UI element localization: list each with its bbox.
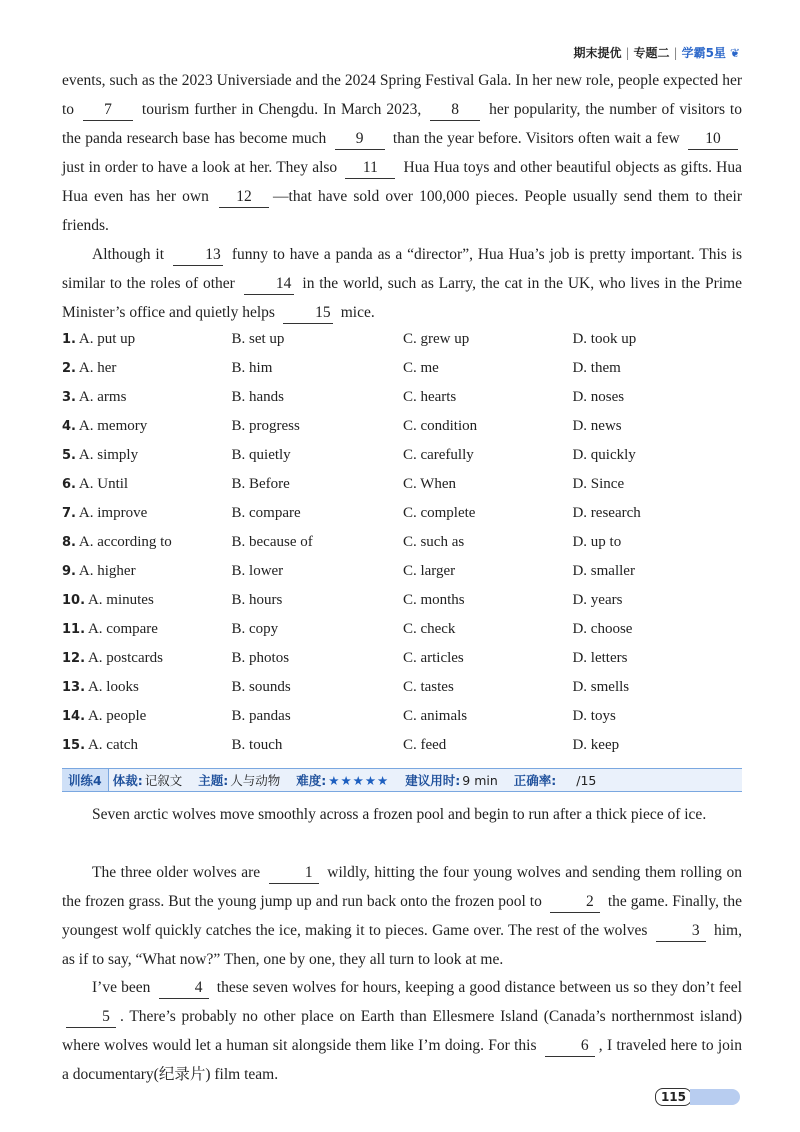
passage-text: Although it: [92, 246, 169, 263]
question-row: [62, 673, 742, 702]
answer-blank: 11: [345, 158, 395, 179]
question-row: [62, 325, 742, 354]
option-text: D. years: [572, 592, 623, 608]
passage-text: in the world, such as Larry, the cat in the UK, who lives in the Prime Minister’s office and quietly helps: [62, 275, 742, 321]
option-text: A. improve: [78, 505, 148, 521]
passage-text: —that have sold over 100,000 pieces. People usually send them to their friends.: [62, 188, 743, 234]
option-text: D. them: [572, 360, 621, 376]
options-list: [62, 325, 742, 760]
question-number: 1.: [62, 332, 76, 347]
option-b: [232, 389, 403, 406]
option-b: [232, 476, 403, 493]
option-text: A. according to: [78, 534, 172, 550]
training-info-bar: [62, 768, 742, 792]
passage-text: the game. Finally, the youngest wolf quickly catches the ice, making it to pieces. Game over. The rest of the wolves: [62, 893, 742, 939]
option-b: [232, 621, 403, 638]
question-number: 8.: [62, 535, 76, 550]
option-a: [62, 505, 232, 522]
option-b: [232, 418, 403, 435]
option-text: B. set up: [231, 331, 285, 347]
option-text: D. Since: [572, 476, 625, 492]
option-text: A. simply: [78, 447, 139, 463]
page-number: [655, 1088, 740, 1106]
question-row: [62, 586, 742, 615]
option-c: [403, 476, 573, 493]
option-c: [403, 418, 573, 435]
option-c: [403, 737, 573, 754]
question-number: 4.: [62, 419, 76, 434]
question-number: 13.: [62, 680, 86, 695]
passage-text: her popularity, the number of visitors to the panda research base has become much: [62, 101, 742, 147]
option-text: B. because of: [231, 534, 313, 550]
option-b: [232, 650, 403, 667]
option-text: D. smells: [572, 679, 630, 695]
option-text: A. looks: [87, 679, 139, 695]
page-number-label: 115: [655, 1088, 692, 1106]
option-text: C. tastes: [402, 679, 454, 695]
option-text: C. feed: [402, 737, 447, 753]
option-b: [232, 563, 403, 580]
option-text: B. compare: [231, 505, 301, 521]
option-a: [62, 563, 232, 580]
question-number: 15.: [62, 738, 86, 753]
question-number: 9.: [62, 564, 76, 579]
page-header: [573, 44, 740, 61]
question-number: 3.: [62, 390, 76, 405]
answer-blank: 5: [66, 1007, 116, 1028]
question-row: [62, 499, 742, 528]
option-text: C. complete: [402, 505, 476, 521]
option-a: [62, 737, 232, 754]
option-text: C. condition: [402, 418, 478, 434]
option-text: B. sounds: [231, 679, 291, 695]
option-text: C. animals: [402, 708, 468, 724]
option-a: [62, 708, 232, 725]
option-text: B. progress: [231, 418, 300, 434]
option-b: [232, 505, 403, 522]
option-text: C. check: [402, 621, 456, 637]
theme-value: 人与动物: [230, 773, 281, 788]
answer-blank: 10: [688, 129, 738, 150]
question-row: [62, 702, 742, 731]
option-d: [572, 737, 742, 754]
time-label: 建议用时:: [405, 773, 461, 788]
question-number: 2.: [62, 361, 76, 376]
option-d: [572, 621, 742, 638]
option-b: [232, 331, 403, 348]
passage-text: than the year before. Visitors often wait a few: [388, 130, 684, 147]
question-row: [62, 412, 742, 441]
passage-text: events, such as the 2023 Universiade and the 2024 Spring Festival Gala. In her new role, people expected her to: [62, 72, 742, 118]
accuracy-label: 正确率:: [513, 773, 557, 788]
option-text: D. up to: [572, 534, 622, 550]
option-a: [62, 534, 232, 551]
answer-blank: 1: [269, 863, 319, 884]
passage-text: mice.: [336, 304, 375, 321]
option-text: B. pandas: [231, 708, 291, 724]
question-row: [62, 615, 742, 644]
passage-text: funny to have a panda as a “director”, Hua Hua’s job is pretty important. This is similar to the roles of other: [62, 246, 743, 292]
option-c: [403, 534, 573, 551]
accuracy-value: /15: [576, 772, 597, 788]
passage-text: wildly, hitting the four young wolves and sending them rolling on the frozen grass. But the young jump up and run back onto the frozen pool to: [62, 864, 742, 910]
passage-text: tourism further in Chengdu. In March 2023,: [137, 101, 427, 118]
option-d: [572, 708, 742, 725]
question-number: 10.: [62, 593, 86, 608]
option-a: [62, 679, 232, 696]
option-text: A. her: [78, 360, 117, 376]
training-tag: 训练4: [62, 769, 109, 791]
option-text: C. grew up: [402, 331, 470, 347]
option-text: B. hands: [231, 389, 285, 405]
header-section: 期末提优: [573, 46, 622, 60]
option-c: [403, 563, 573, 580]
option-text: D. letters: [572, 650, 628, 666]
question-row: [62, 731, 742, 760]
option-text: B. hours: [231, 592, 283, 608]
passage2-paragraph1: [62, 800, 742, 829]
option-text: A. minutes: [87, 592, 154, 608]
option-d: [572, 447, 742, 464]
option-c: [403, 360, 573, 377]
answer-blank: 2: [550, 892, 600, 913]
genre-label: 体裁:: [112, 773, 143, 788]
option-text: A. postcards: [87, 650, 163, 666]
passage2-paragraph3: [62, 973, 742, 1089]
option-c: [403, 679, 573, 696]
question-number: 7.: [62, 506, 76, 521]
brand-name: 学霸5星: [681, 46, 726, 60]
option-text: B. Before: [231, 476, 290, 492]
option-text: D. noses: [572, 389, 625, 405]
option-text: C. larger: [402, 563, 456, 579]
difficulty-label: 难度:: [296, 773, 327, 788]
option-text: B. touch: [231, 737, 283, 753]
option-d: [572, 534, 742, 551]
option-text: C. months: [402, 592, 465, 608]
option-text: B. him: [231, 360, 273, 376]
option-a: [62, 592, 232, 609]
option-a: [62, 476, 232, 493]
option-b: [232, 592, 403, 609]
option-text: D. quickly: [572, 447, 636, 463]
option-text: D. keep: [572, 737, 620, 753]
option-text: D. took up: [572, 331, 637, 347]
option-b: [232, 360, 403, 377]
passage-text: I’ve been: [92, 979, 155, 996]
question-number: 12.: [62, 651, 86, 666]
genre-value: 记叙文: [144, 773, 183, 788]
page-number-tab: [690, 1089, 740, 1105]
option-text: B. photos: [231, 650, 290, 666]
question-number: 14.: [62, 709, 86, 724]
passage-text: him, as if to say, “What now?” Then, one by one, they all turn to look at me.: [62, 922, 742, 968]
header-separator: |: [673, 45, 678, 60]
answer-blank: 7: [83, 100, 133, 121]
option-d: [572, 418, 742, 435]
option-c: [403, 447, 573, 464]
question-number: 6.: [62, 477, 76, 492]
option-d: [572, 505, 742, 522]
answer-blank: 9: [335, 129, 385, 150]
option-a: [62, 418, 232, 435]
passage-text: . There’s probably no other place on Earth than Ellesmere Island (Canada’s northernmost island) where wolves would let a human sit alongside them like I’m doing. For this: [62, 1008, 742, 1054]
question-row: [62, 528, 742, 557]
option-text: A. put up: [78, 331, 136, 347]
passage-text: Hua Hua toys and other beautiful objects as gifts. Hua Hua even has her own: [62, 159, 742, 205]
option-text: C. hearts: [402, 389, 457, 405]
option-text: A. memory: [78, 418, 148, 434]
option-b: [232, 679, 403, 696]
option-text: A. higher: [78, 563, 136, 579]
option-d: [572, 563, 742, 580]
option-text: B. quietly: [231, 447, 291, 463]
option-b: [232, 708, 403, 725]
option-text: A. catch: [87, 737, 138, 753]
header-separator: |: [625, 45, 630, 60]
question-row: [62, 441, 742, 470]
question-row: [62, 383, 742, 412]
option-text: C. When: [402, 476, 457, 492]
option-d: [572, 476, 742, 493]
option-c: [403, 708, 573, 725]
option-a: [62, 621, 232, 638]
difficulty-stars: ★★★★★: [328, 772, 390, 788]
passage-text: just in order to have a look at her. They also: [62, 159, 342, 176]
option-a: [62, 447, 232, 464]
passage-text: Seven arctic wolves move smoothly across a frozen pool and begin to run after a thick piece of ice.: [92, 806, 707, 823]
option-d: [572, 679, 742, 696]
option-text: A. arms: [78, 389, 127, 405]
option-a: [62, 360, 232, 377]
option-a: [62, 389, 232, 406]
passage1-paragraph1: [62, 66, 742, 240]
passage2-paragraph2: [62, 858, 742, 974]
option-d: [572, 592, 742, 609]
answer-blank: 8: [430, 100, 480, 121]
option-text: D. toys: [572, 708, 616, 724]
option-text: A. compare: [87, 621, 158, 637]
option-d: [572, 360, 742, 377]
option-text: C. articles: [402, 650, 464, 666]
option-b: [232, 737, 403, 754]
answer-blank: 15: [283, 303, 333, 324]
answer-blank: 12: [219, 187, 269, 208]
option-text: B. lower: [231, 563, 284, 579]
option-text: C. carefully: [402, 447, 474, 463]
option-d: [572, 331, 742, 348]
option-text: D. news: [572, 418, 622, 434]
question-row: [62, 557, 742, 586]
time-value: 9 min: [462, 772, 498, 788]
answer-blank: 14: [244, 274, 294, 295]
option-text: C. such as: [402, 534, 465, 550]
option-c: [403, 505, 573, 522]
passage-text: The three older wolves are: [92, 864, 265, 881]
brand-leaf-icon: ❦: [729, 45, 740, 60]
option-b: [232, 534, 403, 551]
option-d: [572, 650, 742, 667]
answer-blank: 6: [545, 1036, 595, 1057]
option-b: [232, 447, 403, 464]
option-c: [403, 592, 573, 609]
question-number: 5.: [62, 448, 76, 463]
question-row: [62, 644, 742, 673]
option-text: B. copy: [231, 621, 279, 637]
passage-text: these seven wolves for hours, keeping a good distance between us so they don’t feel: [212, 979, 742, 996]
question-row: [62, 354, 742, 383]
option-d: [572, 389, 742, 406]
passage-text: , I traveled here to join a documentary(纪录片) film team.: [62, 1037, 742, 1083]
question-row: [62, 470, 742, 499]
answer-blank: 4: [159, 978, 209, 999]
option-text: A. Until: [78, 476, 129, 492]
passage1-paragraph2: [62, 240, 742, 327]
header-topic: 专题二: [633, 46, 670, 60]
option-text: D. research: [572, 505, 641, 521]
theme-label: 主题:: [198, 773, 229, 788]
option-c: [403, 621, 573, 638]
option-text: A. people: [87, 708, 147, 724]
option-c: [403, 650, 573, 667]
option-text: D. choose: [572, 621, 633, 637]
option-a: [62, 650, 232, 667]
option-c: [403, 389, 573, 406]
option-text: D. smaller: [572, 563, 635, 579]
option-c: [403, 331, 573, 348]
answer-blank: 13: [173, 245, 223, 266]
question-number: 11.: [62, 622, 86, 637]
option-text: C. me: [402, 360, 439, 376]
option-a: [62, 331, 232, 348]
answer-blank: 3: [656, 921, 706, 942]
